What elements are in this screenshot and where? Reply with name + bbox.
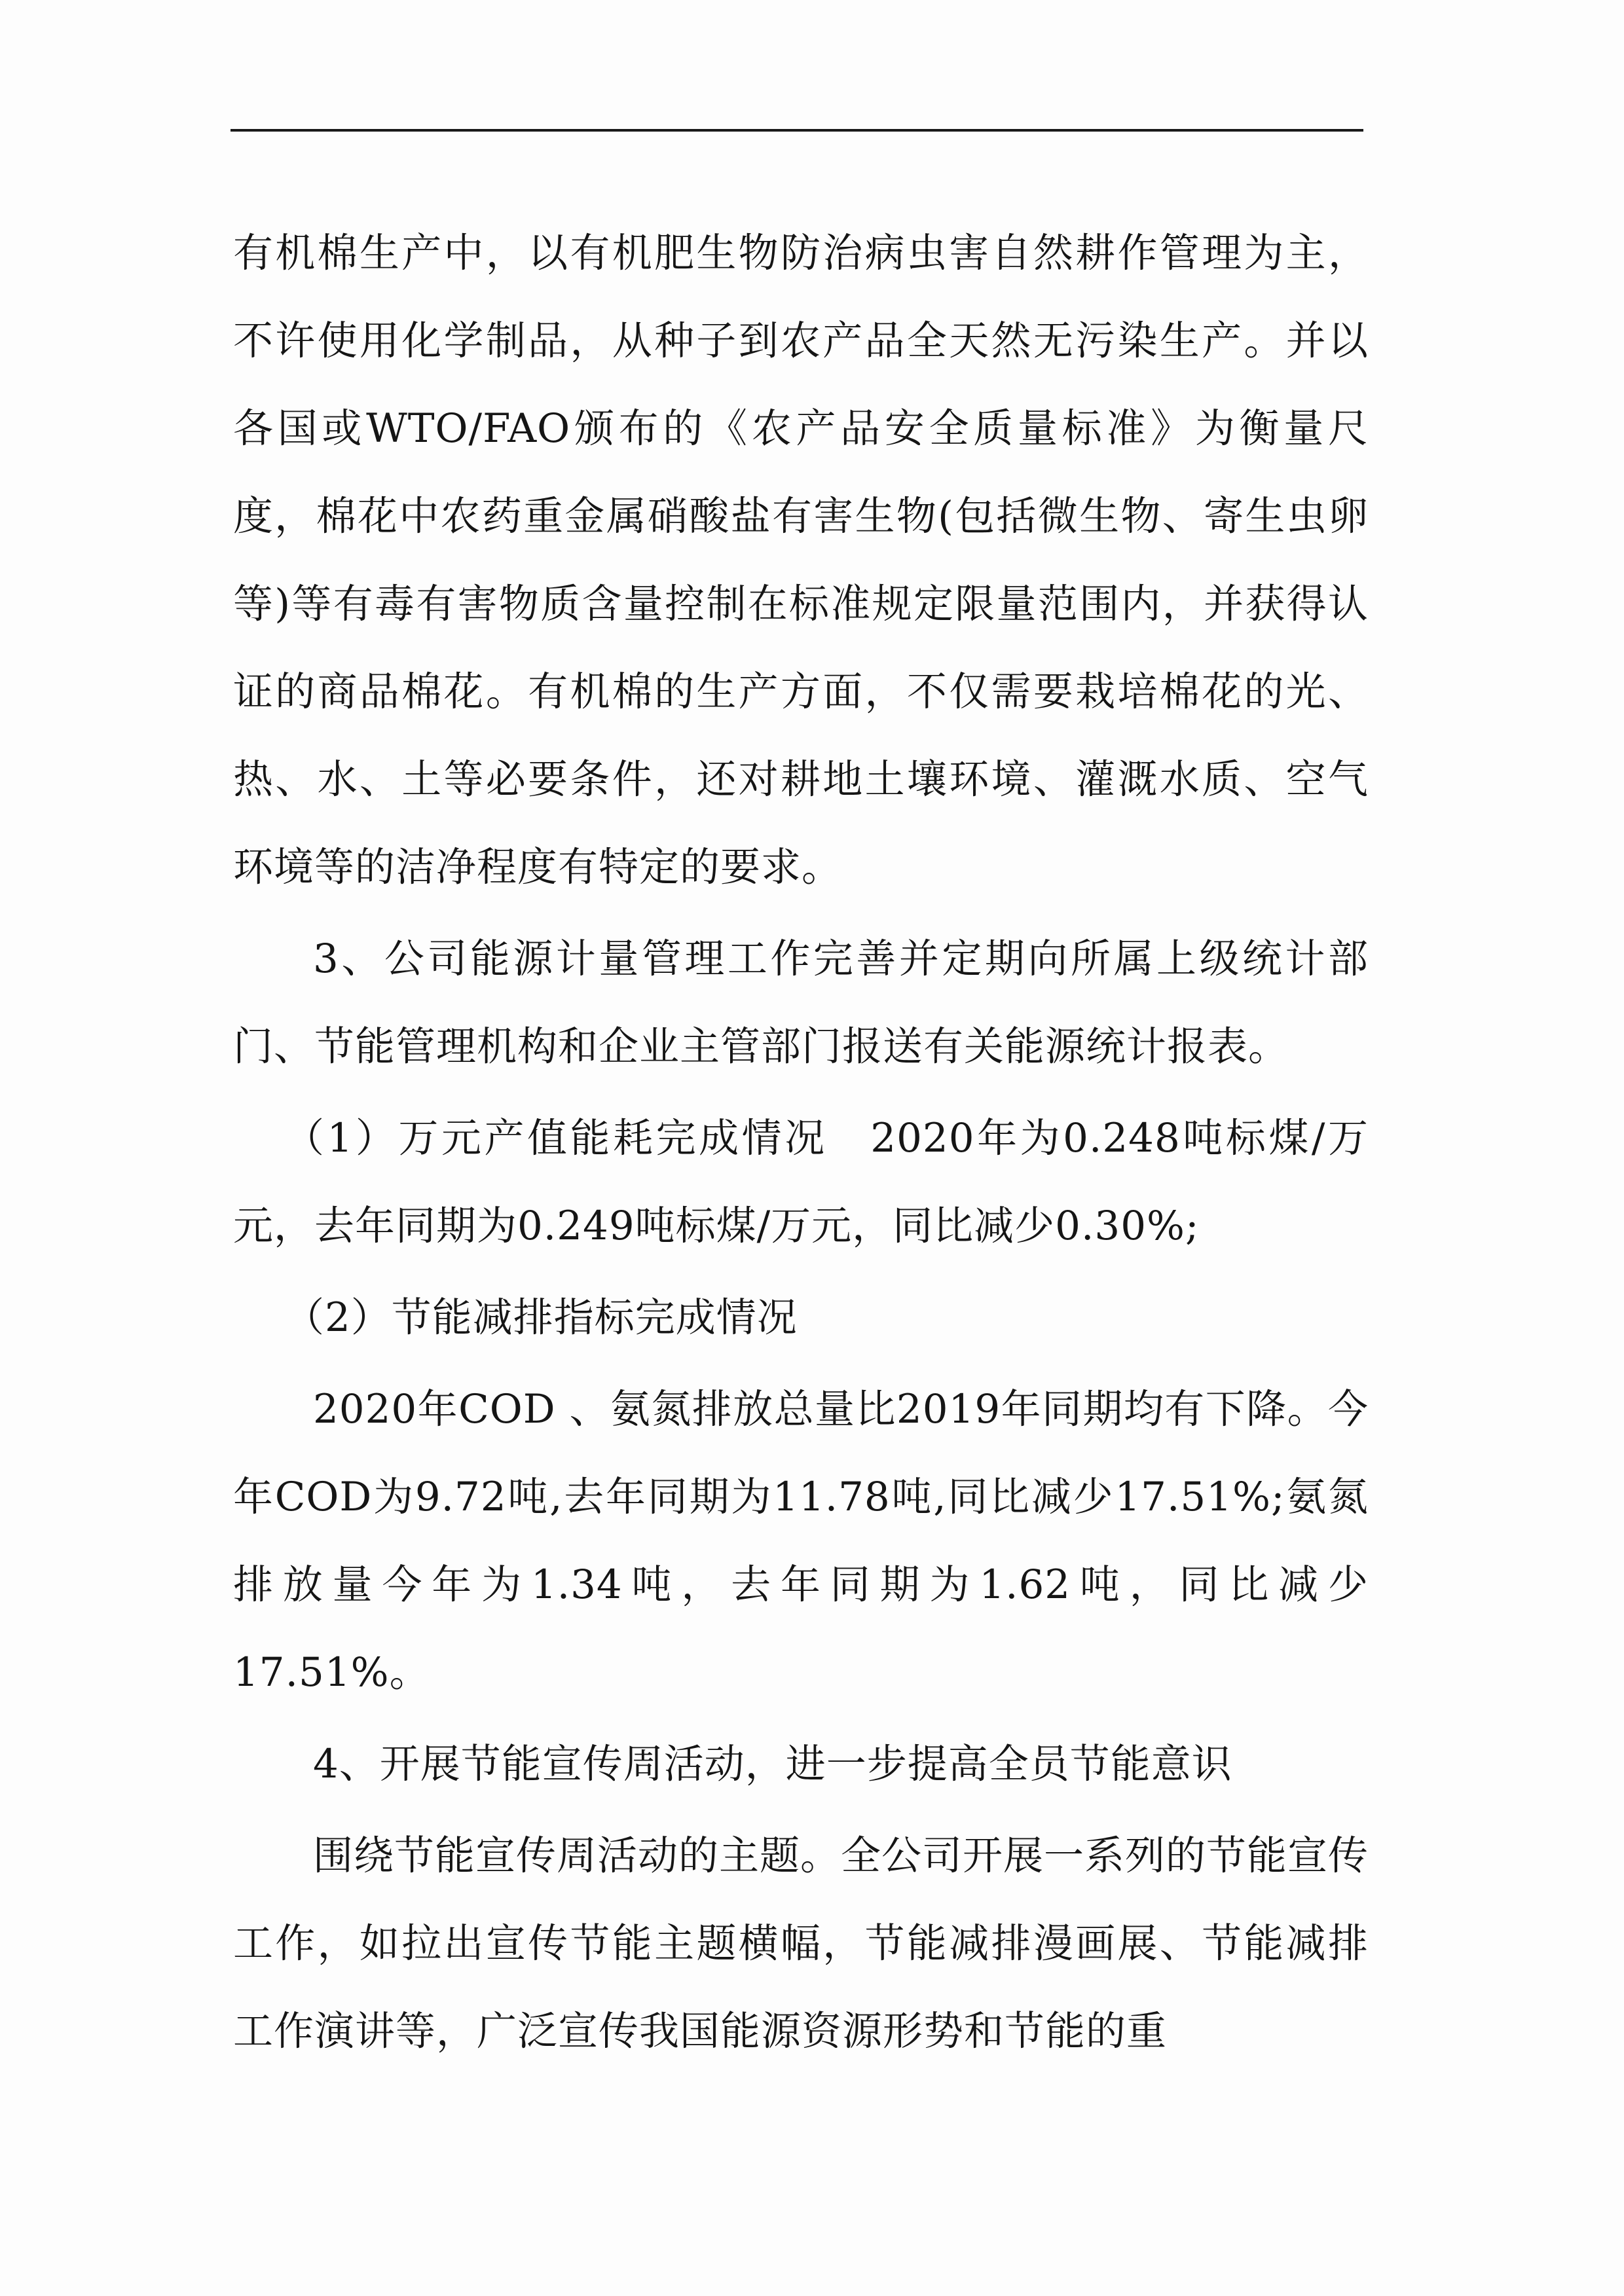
paragraph-emission-heading: （2）节能减排指标完成情况 [284, 1294, 798, 1341]
paragraph-energy-metering: 3、公司能源计量管理工作完善并定期向所属上级统计部门、节能管理机构和企业主管部门报送有关能源统计报表。 [233, 936, 1369, 1070]
paragraph-emission-data: 2020年COD 、氨氮排放总量比2019年同期均有下降。今年COD为9.72吨,去年同期为11.78吨,同比减少17.51%;氨氮排放量今年为1.34吨，去年同期为1.62吨，同比减少17.51%。 [233, 1386, 1369, 1696]
paragraph-publicity-body: 围绕节能宣传周活动的主题。全公司开展一系列的节能宣传工作，如拉出宣传节能主题横幅，节能减排漫画展、节能减排工作演讲等，广泛宣传我国能源资源形势和节能的重 [233, 1832, 1369, 2054]
paragraph-energy-consumption: （1）万元产值能耗完成情况 2020年为0.248吨标煤/万元，去年同期为0.249吨标煤/万元，同比减少0.30%; [233, 1115, 1369, 1249]
paragraph-publicity-heading: 4、开展节能宣传周活动，进一步提高全员节能意识 [313, 1741, 1232, 1787]
paragraph-organic-cotton: 有机棉生产中，以有机肥生物防治病虫害自然耕作管理为主，不许使用化学制品，从种子到农产品全天然无污染生产。并以各国或WTO/FAO颁布的《农产品安全质量标准》为衡量尺度，棉花中农药重金属硝酸盐有害生物(包括微生物、寄生虫卵等)等有毒有害物质含量控制在标准规定限量范围内，并获得认证的商品棉花。有机棉的生产方面，不仅需要栽培棉花的光、热、水、土等必要条件，还对耕地土壤环境、灌溉水质、空气环境等的洁净程度有特定的要求。 [233, 230, 1369, 890]
header-rule [231, 129, 1363, 132]
document-body [233, 210, 1369, 2075]
